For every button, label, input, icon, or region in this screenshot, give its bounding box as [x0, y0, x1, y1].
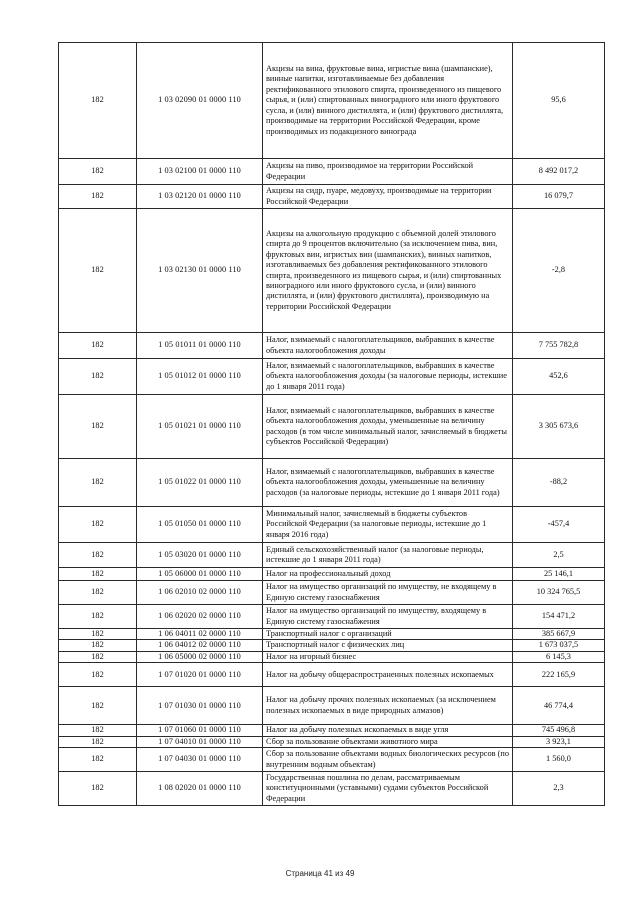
revenue-name: Налог, взимаемый с налогоплательщиков, выбравших в качестве объекта налогообложения доходы (за налоговые периоды, истекшие до 1 января 2011 года) [263, 359, 513, 395]
budget-classification-code: 1 05 01012 01 0000 110 [137, 359, 263, 395]
budget-classification-code: 1 03 02090 01 0000 110 [137, 43, 263, 159]
budget-classification-code: 1 08 02020 01 0000 110 [137, 772, 263, 806]
table-row [59, 605, 605, 629]
revenue-amount: 222 165,9 [513, 663, 605, 687]
revenue-name: Минимальный налог, зачисляемый в бюджеты субъектов Российской Федерации (за налоговые периоды, истекшие до 1 января 2016 года) [263, 507, 513, 543]
table-row [59, 736, 605, 747]
revenue-name: Налог, взимаемый с налогоплательщиков, выбравших в качестве объекта налогообложения доходы [263, 333, 513, 359]
table-row [59, 333, 605, 359]
administrator-code: 182 [59, 651, 137, 662]
revenue-amount: 7 755 782,8 [513, 333, 605, 359]
budget-classification-code: 1 07 01030 01 0000 110 [137, 687, 263, 725]
revenue-name: Акцизы на алкогольную продукцию с объемной долей этилового спирта до 9 процентов включительно (за исключением пива, вин, фруктовых вин, игристых вин (шампанских), винных напитков, изготавливаемых без добавления ректификованного этилового спирта, произведенного из пищевого сырья, и (или) спиртованных виноградного или иного фруктового сусла, и (или) винного дистиллята, и (или) фруктового дистиллята), производимую на территории Российской Федерации [263, 209, 513, 333]
revenue-amount: 95,6 [513, 43, 605, 159]
administrator-code: 182 [59, 459, 137, 507]
budget-classification-code: 1 07 04030 01 0000 110 [137, 748, 263, 772]
revenue-name: Налог на имущество организаций по имуществу, не входящему в Единую систему газоснабжения [263, 581, 513, 605]
revenue-name: Транспортный налог с физических лиц [263, 640, 513, 651]
budget-classification-code: 1 03 02130 01 0000 110 [137, 209, 263, 333]
administrator-code: 182 [59, 568, 137, 581]
budget-classification-code: 1 07 01020 01 0000 110 [137, 663, 263, 687]
budget-classification-code: 1 05 06000 01 0000 110 [137, 568, 263, 581]
table-row [59, 568, 605, 581]
administrator-code: 182 [59, 159, 137, 185]
revenue-amount: 6 145,3 [513, 651, 605, 662]
administrator-code: 182 [59, 395, 137, 459]
revenue-name: Налог на игорный бизнес [263, 651, 513, 662]
revenue-amount: 10 324 765,5 [513, 581, 605, 605]
revenue-name: Акцизы на вина, фруктовые вина, игристые вина (шампанские), винные напитки, изготавливаемые без добавления ректификованного этилового спирта, произведенного из пищевого сырья, и (или) спиртованных виноградного или иного фруктового сусла, и (или) винного дистиллята, и (или) фруктового дистиллята, производимые на территории Российской Федерации, кроме производимых из подакцизного винограда [263, 43, 513, 159]
budget-classification-code: 1 05 03020 01 0000 110 [137, 543, 263, 568]
revenue-amount: 8 492 017,2 [513, 159, 605, 185]
administrator-code: 182 [59, 629, 137, 640]
revenue-amount: 745 496,8 [513, 725, 605, 736]
table-row [59, 209, 605, 333]
administrator-code: 182 [59, 359, 137, 395]
table-row [59, 748, 605, 772]
table-row [59, 185, 605, 209]
page-number: Страница 41 из 49 [285, 869, 355, 878]
budget-classification-code: 1 06 02010 02 0000 110 [137, 581, 263, 605]
table-row [59, 640, 605, 651]
revenue-amount: 3 923,1 [513, 736, 605, 747]
budget-classification-code: 1 06 04011 02 0000 110 [137, 629, 263, 640]
budget-classification-code: 1 03 02100 01 0000 110 [137, 159, 263, 185]
budget-classification-code: 1 06 02020 02 0000 110 [137, 605, 263, 629]
revenue-amount: -2,8 [513, 209, 605, 333]
budget-classification-code: 1 06 05000 02 0000 110 [137, 651, 263, 662]
table-row [59, 359, 605, 395]
budget-classification-code: 1 05 01011 01 0000 110 [137, 333, 263, 359]
revenue-name: Сбор за пользование объектами животного мира [263, 736, 513, 747]
revenue-amount: 46 774,4 [513, 687, 605, 725]
revenue-name: Налог на добычу полезных ископаемых в виде угля [263, 725, 513, 736]
revenue-name: Налог на добычу общераспространенных полезных ископаемых [263, 663, 513, 687]
table-row [59, 395, 605, 459]
budget-classification-code: 1 05 01050 01 0000 110 [137, 507, 263, 543]
revenue-amount: 154 471,2 [513, 605, 605, 629]
administrator-code: 182 [59, 507, 137, 543]
revenue-name: Акцизы на пиво, производимое на территории Российской Федерации [263, 159, 513, 185]
budget-classification-code: 1 07 04010 01 0000 110 [137, 736, 263, 747]
administrator-code: 182 [59, 772, 137, 806]
administrator-code: 182 [59, 333, 137, 359]
table-row [59, 663, 605, 687]
revenue-name: Налог, взимаемый с налогоплательщиков, выбравших в качестве объекта налогообложения доходы, уменьшенные на величину расходов (за налоговые периоды, истекшие до 1 января 2011 года) [263, 459, 513, 507]
revenue-amount: 452,6 [513, 359, 605, 395]
revenue-amount: 1 673 037,5 [513, 640, 605, 651]
administrator-code: 182 [59, 605, 137, 629]
table-row [59, 772, 605, 806]
revenue-name: Транспортный налог с организаций [263, 629, 513, 640]
table-row [59, 629, 605, 640]
revenue-amount: 1 560,0 [513, 748, 605, 772]
revenue-amount: -88,2 [513, 459, 605, 507]
revenue-name: Налог на профессиональный доход [263, 568, 513, 581]
revenue-amount: -457,4 [513, 507, 605, 543]
budget-classification-code: 1 05 01022 01 0000 110 [137, 459, 263, 507]
budget-classification-code: 1 07 01060 01 0000 110 [137, 725, 263, 736]
administrator-code: 182 [59, 748, 137, 772]
table-row [59, 581, 605, 605]
administrator-code: 182 [59, 543, 137, 568]
administrator-code: 182 [59, 43, 137, 159]
administrator-code: 182 [59, 581, 137, 605]
administrator-code: 182 [59, 687, 137, 725]
table-row [59, 159, 605, 185]
table-row [59, 687, 605, 725]
administrator-code: 182 [59, 185, 137, 209]
revenue-name: Единый сельскохозяйственный налог (за налоговые периоды, истекшие до 1 января 2011 года) [263, 543, 513, 568]
revenue-name: Налог на имущество организаций по имуществу, входящему в Единую систему газоснабжения [263, 605, 513, 629]
table-row [59, 543, 605, 568]
revenue-amount: 16 079,7 [513, 185, 605, 209]
budget-classification-code: 1 05 01021 01 0000 110 [137, 395, 263, 459]
revenue-name: Акцизы на сидр, пуаре, медовуху, производимые на территории Российской Федерации [263, 185, 513, 209]
revenue-name: Налог на добычу прочих полезных ископаемых (за исключением полезных ископаемых в виде природных алмазов) [263, 687, 513, 725]
budget-classification-code: 1 06 04012 02 0000 110 [137, 640, 263, 651]
administrator-code: 182 [59, 725, 137, 736]
table-row [59, 507, 605, 543]
budget-classification-code: 1 03 02120 01 0000 110 [137, 185, 263, 209]
revenue-amount: 2,3 [513, 772, 605, 806]
revenue-name: Государственная пошлина по делам, рассматриваемым конституционными (уставными) судами субъектов Российской Федерации [263, 772, 513, 806]
revenue-name: Сбор за пользование объектами водных биологических ресурсов (по внутренним водным объектам) [263, 748, 513, 772]
administrator-code: 182 [59, 736, 137, 747]
table-row [59, 651, 605, 662]
table-row [59, 43, 605, 159]
revenue-amount: 2,5 [513, 543, 605, 568]
revenue-amount: 3 305 673,6 [513, 395, 605, 459]
administrator-code: 182 [59, 209, 137, 333]
revenue-amount: 25 146,1 [513, 568, 605, 581]
administrator-code: 182 [59, 663, 137, 687]
table-row [59, 459, 605, 507]
administrator-code: 182 [59, 640, 137, 651]
revenue-amount: 385 667,9 [513, 629, 605, 640]
revenue-name: Налог, взимаемый с налогоплательщиков, выбравших в качестве объекта налогообложения доходы, уменьшенные на величину расходов (в том числе минимальный налог, зачисляемый в бюджеты субъектов Российской Федерации) [263, 395, 513, 459]
table-row [59, 725, 605, 736]
revenue-table [58, 42, 605, 806]
